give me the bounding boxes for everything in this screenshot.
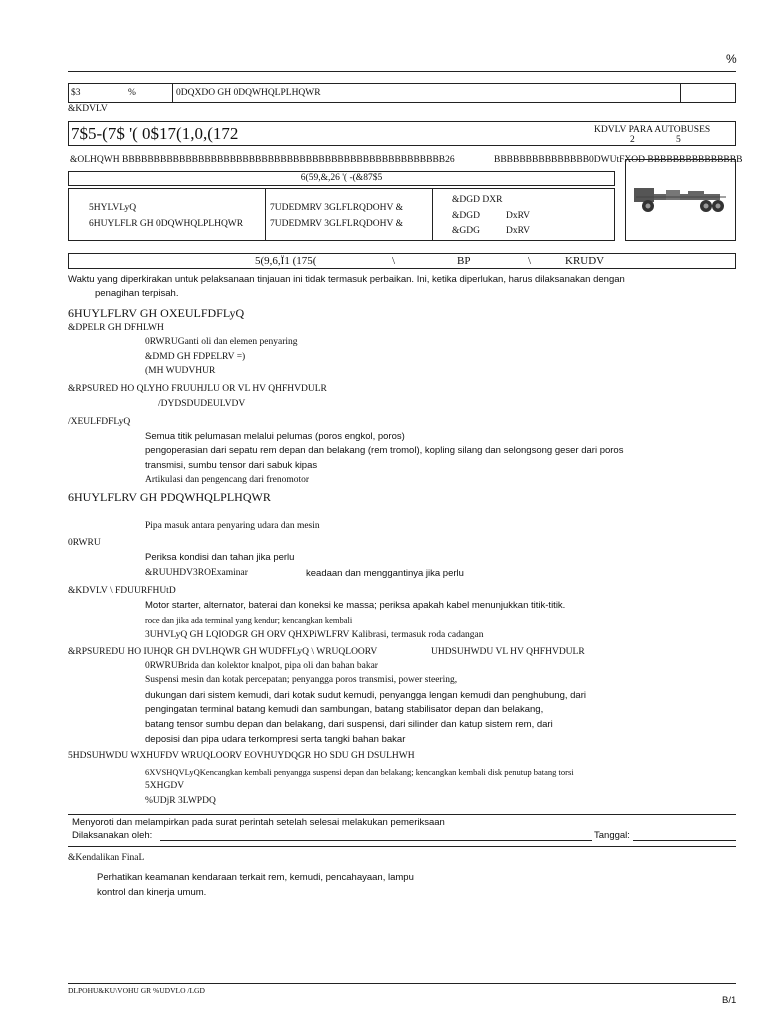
motor-label: 0RWRU — [68, 538, 101, 548]
page-code-top: % — [726, 52, 737, 66]
revision-label: 5HYLVLyQ — [89, 203, 137, 213]
check-line3-a: &GDG — [452, 226, 480, 236]
interval-box — [68, 253, 736, 269]
date-label: Tanggal: — [594, 830, 630, 841]
motor-oil: 0RWRUGanti oli dan elemen penyaring — [145, 337, 298, 347]
header-divider-1 — [172, 83, 173, 103]
body-line3: 3UHVLyQ GH LQIODGR GH ORV QHXPiWLFRV Kalibrasi, termasuk roda cadangan — [145, 630, 484, 640]
wheels: 5XHGDV — [145, 781, 185, 791]
rear-axle: (MH WUDVHUR — [145, 366, 216, 376]
revision-spec: 6HUYLFLR GH 0DQWHQLPLHQWR — [89, 219, 244, 229]
body-line2: roce dan jika ada terminal yang kendur; kencangkan kembali — [145, 615, 353, 625]
header-row-box — [68, 83, 736, 103]
service-header: 6(59,&,26 '( -(&87$5 — [300, 173, 383, 183]
engine-line4: pengingatan terminal batang kemudi dan sambungan, batang stabilisator depan dan belakang, — [145, 704, 544, 715]
windshield: /DYDSDUDEULVDV — [158, 399, 246, 409]
engine-line5: batang tensor sumbu depan dan belakang, dari suspensi, dari silinder dan katup sistem rem, dari — [145, 719, 553, 730]
section2-heading: 6HUYLFLRV GH PDQWHQLPLHQWR — [68, 490, 271, 504]
footer-left: DLPOHU&KU\VOHU GR %UDVLO /LGD — [68, 986, 205, 995]
footer-rule — [68, 983, 736, 984]
lub-line1: Semua titik pelumasan melalui pelumas (poros engkol, poros) — [145, 431, 405, 442]
client-line: &OLHQWH BBBBBBBBBBBBBBBBBBBBBBBBBBBBBBBBBBBBBBBBBBBBBBBBBBB26 — [70, 155, 455, 165]
highlight-line: Menyoroti dan melampirkan pada surat perintah setelah selesai melakukan pemeriksaan — [72, 817, 445, 828]
bus-chassis-icon — [626, 160, 735, 240]
lub-line2: pengoperasian dari sepatu rem depan dan belakang (rem tromol), kopling silang dan selongsong geser dari poros — [145, 445, 624, 456]
bus-label-line2-b: 5 — [676, 135, 681, 145]
revision-box — [68, 188, 615, 241]
engine-line6: deposisi dan pipa udara terkompresi serta tangki bahan bakar — [145, 734, 406, 745]
final-control-label: &Kendalikan FinaL — [68, 853, 145, 863]
pipe-line: Pipa masuk antara penyaring udara dan mesin — [145, 521, 320, 531]
motor-line2-a: &RUUHDV3ROExaminar — [145, 568, 248, 578]
interval-b: \ — [392, 255, 396, 267]
check-label-a: &RPSUREDU HO IUHQR GH DVLHQWR GH WUDFFLyQ \ WRUQLOORV — [68, 647, 378, 657]
note-line2: penagihan terpisah. — [95, 288, 179, 299]
final-line1: Perhatikan keamanan kendaraan terkait rem, kemudi, pencahayaan, lampu — [97, 872, 414, 883]
final-line2: kontrol dan kinerja umum. — [97, 887, 207, 898]
header-mid-code: % — [128, 88, 136, 98]
header-divider-2 — [680, 83, 681, 103]
engine-line2: Suspensi mesin dan kotak percepatan; penyangga poros transmisi, power steering, — [145, 675, 458, 685]
bracket: %UDjR 3LWPDQ — [145, 796, 216, 806]
interval-e: KRUDV — [565, 255, 605, 267]
date-field[interactable] — [633, 840, 736, 841]
engine-line3: dukungan dari sistem kemudi, dari kotak sudut kemudi, penyangga lengan kemudi dan penghubung, dari — [145, 690, 586, 701]
interval-d: \ — [528, 255, 532, 267]
done-by-field[interactable] — [160, 840, 592, 841]
work-col1-line1: 7UDEDMRV 3GLFLRQDOHV & — [270, 203, 403, 213]
motor-line1: Periksa kondisi dan tahan jika perlu — [145, 552, 295, 563]
check-label-b: UHDSUHWDU VL HV QHFHVDULR — [431, 647, 585, 657]
chassis-label: &KDVLV — [68, 104, 108, 114]
check-line2-b: DxRV — [506, 211, 531, 221]
check-line2-a: &DGD — [452, 211, 480, 221]
oil-change-label: &DPELR GH DFHLWH — [68, 323, 164, 333]
footer-right: B/1 — [722, 995, 737, 1006]
gearbox: &DMD GH FDPELRV =) — [145, 352, 246, 362]
signoff-rule-bottom — [68, 846, 736, 847]
lub-line3: transmisi, sumbu tensor dari sabuk kipas — [145, 460, 318, 471]
note-line1: Waktu yang diperkirakan untuk pelaksanaan tinjauan ini tidak termasuk perbaikan. Ini, ketika diperlukan, harus dilaksanakan dengan — [68, 274, 625, 285]
header-title: 0DQXDO GH 0DQWHQLPLHQWR — [176, 88, 321, 98]
lubrication-label: /XEULFDFLyQ — [68, 417, 131, 427]
body-line1: Motor starter, alternator, baterai dan koneksi ke massa; periksa apakah kabel menunjukkan titik-titik. — [145, 600, 566, 611]
lub-line4: Artikulasi dan pengencang dari frenomotor — [145, 475, 310, 485]
main-title: 7$5-(7$ '( 0$17(1,0,(172 — [71, 124, 239, 143]
engine-line1: 0RWRUBrida dan kolektor knalpot, pipa oli dan bahan bakar — [145, 661, 378, 671]
revision-divider-1 — [265, 188, 266, 241]
done-by-label: Dilaksanakan oleh: — [72, 830, 153, 841]
signoff-rule — [68, 814, 736, 815]
suspension-line: 6XVSHQVLyQKencangkan kembali penyangga suspensi depan dan belakang; kencangkan kembali disk penutup batang torsi — [145, 767, 574, 777]
motor-line2-b: keadaan dan menggantinya jika perlu — [306, 568, 464, 579]
top-rule — [68, 71, 736, 72]
section1-heading: 6HUYLFLRV GH OXEULFDFLyQ — [68, 306, 245, 320]
retighten-label: 5HDSUHWDU WXHUFDV WRUQLOORV EOVHUYDQGR HO SDU GH DSULHWH — [68, 751, 415, 761]
client-line-b: BBBBBBBBBBBBBBB0DWUtFXOD BBBBBBBBBBBBBBB — [494, 155, 743, 165]
check-line1: &DGD DXR — [452, 195, 503, 205]
header-left-code: $3 — [71, 88, 81, 98]
bus-chassis-image-frame — [625, 159, 736, 241]
chassis-body-label: &KDVLV \ FDUURFHUtD — [68, 586, 176, 596]
bus-label-line1: KDVLV PARA AUTOBUSES — [594, 125, 711, 135]
bus-label-line2-a: 2 — [630, 135, 635, 145]
work-col1-line2: 7UDEDMRV 3GLFLRQDOHV & — [270, 219, 403, 229]
compressor: &RPSURED HO QLYHO FRUUHJLU OR VL HV QHFHVDULR — [68, 384, 327, 394]
check-line3-b: DxRV — [506, 226, 531, 236]
interval-a: 5(9,6,Ï1 (175( — [255, 255, 317, 267]
revision-divider-2 — [432, 188, 433, 241]
interval-c: BP — [457, 255, 471, 267]
